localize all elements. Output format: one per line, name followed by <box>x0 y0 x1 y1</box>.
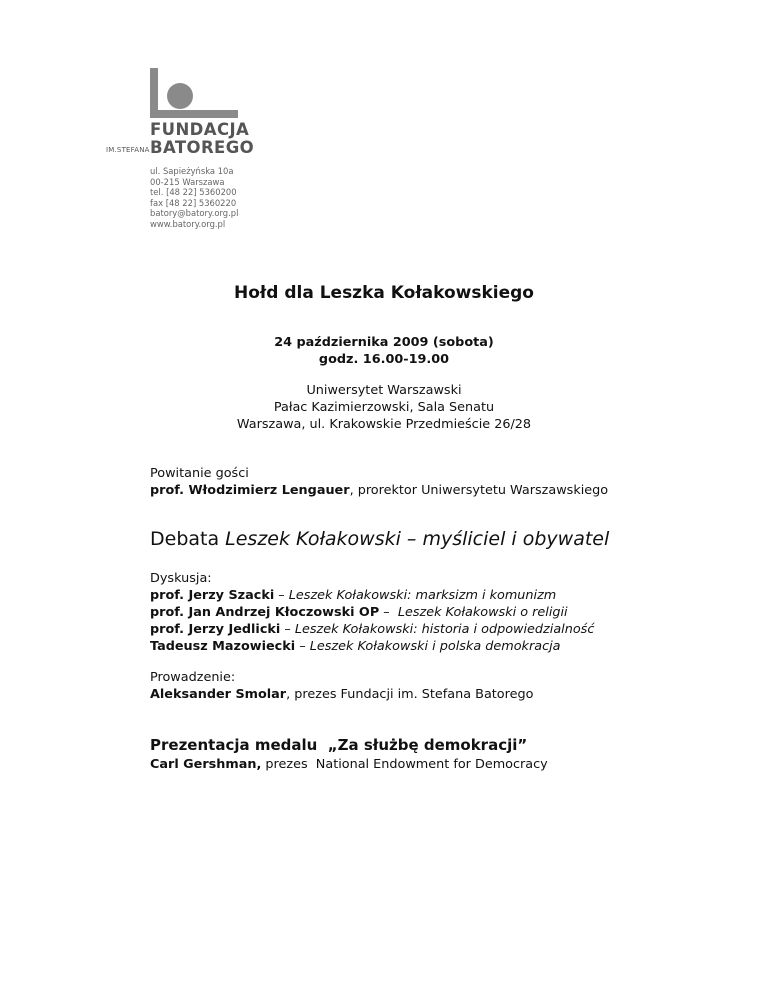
panelist-separator: – <box>280 622 295 637</box>
logo-prefix-im-stefana: IM.STEFANA <box>106 146 150 154</box>
logo-line-batorego: BATOREGO <box>150 138 255 157</box>
page-title: Hołd dla Leszka Kołakowskiego <box>234 283 534 303</box>
welcome-section <box>150 465 608 499</box>
panelist-topic: Leszek Kołakowski: marksizm i komunizm <box>288 588 557 603</box>
panelist-topic: Leszek Kołakowski i polska demokracja <box>309 639 561 654</box>
logo-disc <box>167 83 193 109</box>
logo-line-fundacja: FUNDACJA <box>150 120 250 139</box>
event-date-block <box>0 334 768 368</box>
discussion-label: Dyskusja: <box>150 571 212 586</box>
event-time: godz. 16.00-19.00 <box>318 352 450 367</box>
address-website[interactable]: www.batory.org.pl <box>150 218 226 229</box>
moderator-role: , prezes Fundacji im. Stefana Batorego <box>286 687 534 702</box>
panelist-name: Tadeusz Mazowiecki <box>150 639 296 654</box>
panelist-row <box>150 604 594 621</box>
panelist-topic: Leszek Kołakowski: historia i odpowiedzialność <box>294 622 595 637</box>
panelist-row <box>150 587 594 604</box>
debate-heading <box>150 528 610 550</box>
event-venue-block <box>0 382 768 433</box>
moderator-section <box>150 669 533 703</box>
panelist-row <box>150 621 594 638</box>
event-date: 24 października 2009 (sobota) <box>274 335 494 350</box>
venue-line-2: Pałac Kazimierzowski, Sala Senatu <box>273 400 495 415</box>
panelist-separator: – <box>295 639 310 654</box>
welcome-speaker: prof. Włodzimierz Lengauer <box>150 483 350 498</box>
address-tel: tel. [48 22] 5360200 <box>150 187 237 197</box>
panelist-separator: – <box>274 588 289 603</box>
panelist-topic: Leszek Kołakowski o religii <box>397 605 568 620</box>
venue-line-3: Warszawa, ul. Krakowskie Przedmieście 26/28 <box>236 417 532 432</box>
logo-base-bar <box>150 110 238 118</box>
moderator-line <box>150 686 533 703</box>
medal-presenter-line <box>150 756 548 773</box>
panelist-separator: – <box>379 605 398 620</box>
debate-prefix: Debata <box>150 528 226 550</box>
panelist-name: prof. Jan Andrzej Kłoczowski OP <box>150 605 380 620</box>
foundation-address <box>150 166 238 229</box>
debate-title: Leszek Kołakowski – myśliciel i obywatel <box>225 528 610 550</box>
panelist-row <box>150 638 594 655</box>
panelist-name: prof. Jerzy Jedlicki <box>150 622 281 637</box>
welcome-label: Powitanie gości <box>150 466 249 481</box>
address-city: 00-215 Warszawa <box>150 176 225 187</box>
medal-presenter: Carl Gershman, <box>150 757 262 772</box>
moderator-label: Prowadzenie: <box>150 670 236 685</box>
discussion-section <box>150 570 594 655</box>
welcome-speaker-line <box>150 482 608 499</box>
welcome-role: , prorektor Uniwersytetu Warszawskiego <box>349 483 609 498</box>
moderator-name: Aleksander Smolar <box>150 687 287 702</box>
medal-presenter-role: prezes National Endowment for Democracy <box>261 757 548 772</box>
panelist-name: prof. Jerzy Szacki <box>150 588 275 603</box>
medal-heading: Prezentacja medalu „Za służbę demokracji” <box>150 736 528 754</box>
foundation-logo-mark <box>150 68 238 118</box>
address-street: ul. Sapieżyńska 10a <box>150 166 234 176</box>
address-fax: fax [48 22] 5360220 <box>150 197 237 208</box>
address-email[interactable]: batory@batory.org.pl <box>150 208 239 218</box>
venue-line-1: Uniwersytet Warszawski <box>306 383 462 398</box>
